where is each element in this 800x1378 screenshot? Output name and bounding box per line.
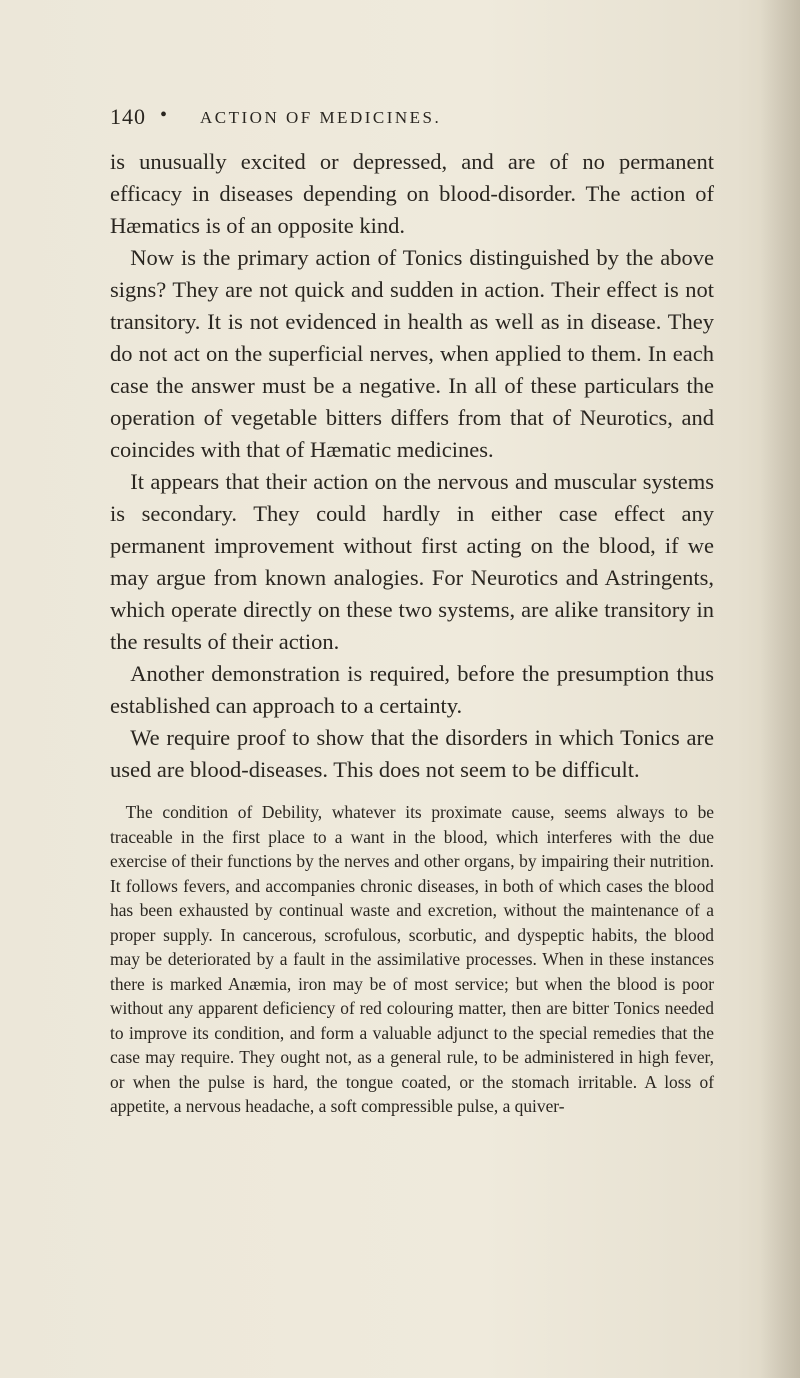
paragraph-demonstration: Another demonstration is required, before the presumption thus established can approach to a certainty.: [110, 661, 714, 718]
paragraph-secondary-action: It appears that their action on the nervous and muscular systems is secondary. They could hardly in either case effect any permanent improvement without first acting on the blood, if we may argue from known analogies. For Neurotics and Astringents, which operate directly on these two systems, are alike transitory in the results of their action.: [110, 469, 714, 654]
running-head: [110, 104, 710, 134]
body-text: [110, 146, 714, 1119]
running-title: ACTION OF MEDICINES.: [200, 108, 442, 127]
header-separator: •: [160, 104, 168, 126]
page-number: 140: [110, 104, 146, 129]
paragraph-continuation: is unusually excited or depressed, and are of no permanent efficacy in diseases depending on blood-disorder. The action of Hæmatics is of an opposite kind.: [110, 149, 714, 238]
paragraph-debility: The condition of Debility, whatever its proximate cause, seems always to be traceable in the first place to a want in the blood, which interferes with the due exercise of their functions by the nerves and other organs, by impairing their nutrition. It follows fevers, and accompanies chronic diseases, in both of which cases the blood has been exhausted by continual waste and excretion, without the maintenance of a proper supply. In cancerous, scrofulous, scorbutic, and dyspeptic habits, the blood may be deteriorated by a fault in the assimilative processes. When in these instances there is marked Anæmia, iron may be of most service; but when the blood is poor without any apparent deficiency of red colouring matter, then are bitter Tonics needed to improve its condition, and form a valuable adjunct to the special remedies that the case may require. They ought not, as a general rule, to be administered in high fever, or when the pulse is hard, the tongue coated, or the stomach irritable. A loss of appetite, a nervous headache, a soft compressible pulse, a quiver-: [110, 802, 714, 1116]
paragraph-proof: We require proof to show that the disorders in which Tonics are used are blood-diseases. This does not seem to be difficult.: [110, 725, 714, 782]
paragraph-tonics-signs: Now is the primary action of Tonics distinguished by the above signs? They are not quick and sudden in action. Their effect is not transitory. It is not evidenced in health as well as in disease. They do not act on the superficial nerves, when applied to them. In each case the answer must be a negative. In all of these particulars the operation of vegetable bitters differs from that of Neurotics, and coincides with that of Hæmatic medicines.: [110, 245, 714, 462]
page-edge-shadow: [760, 0, 800, 1378]
